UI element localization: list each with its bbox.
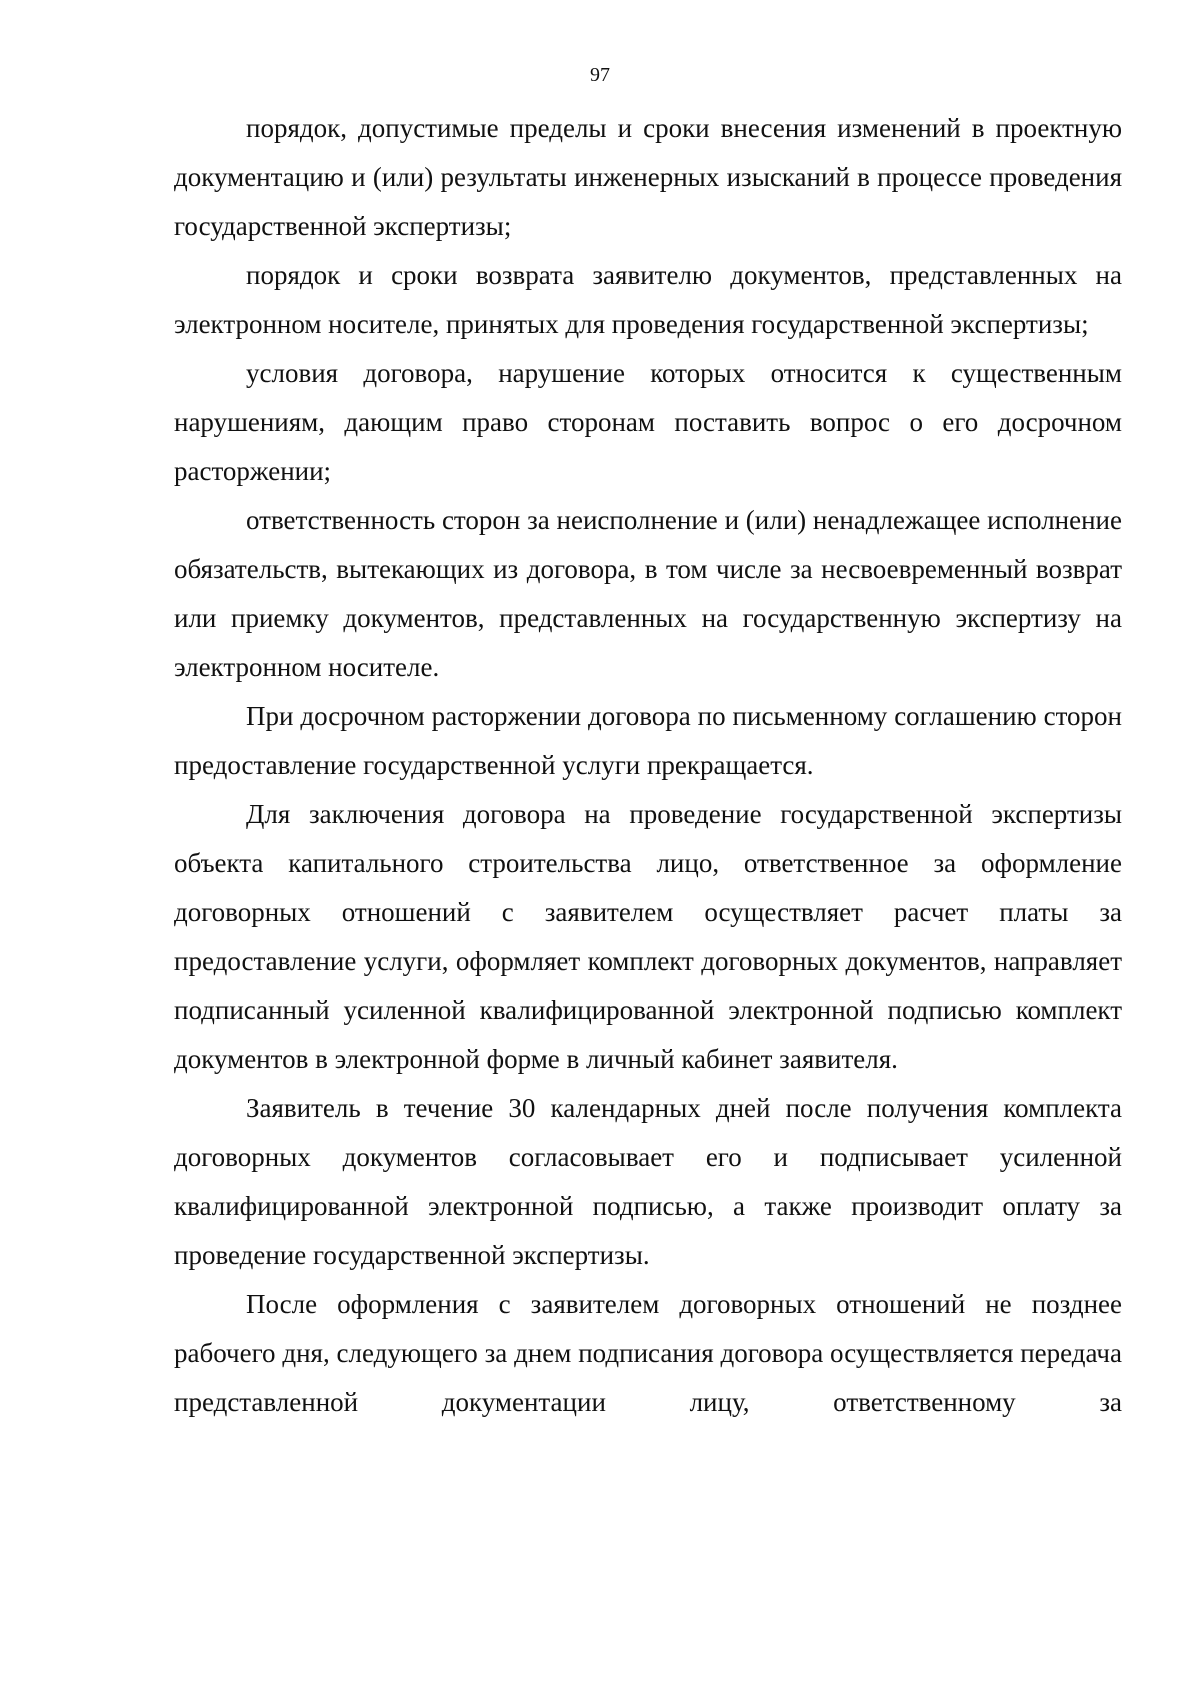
paragraph-document-return: порядок и сроки возврата заявителю документов, представленных на электронном носителе, принятых для проведения государственной экспертизы; [174,260,1122,339]
paragraph-contract-conclusion: Для заключения договора на проведение государственной экспертизы объекта капитального строительства лицо, ответственное за оформление договорных отношений с заявителем осуществляет расчет платы за предоставление услуги, оформляет комплект договорных документов, направляет подписанный усиленной квалифицированной электронной подписью комплект документов в электронной форме в личный кабинет заявителя. [174,799,1122,1074]
page-number: 97 [590,64,610,86]
document-body [174,104,1122,1427]
paragraph-documentation-transfer: После оформления с заявителем договорных отношений не позднее рабочего дня, следующего за днем подписания договора осуществляется передача представленной документации лицу, ответственному за [174,1289,1122,1417]
paragraph-contract-conditions: условия договора, нарушение которых относится к существенным нарушениям, дающим право сторонам поставить вопрос о его досрочном расторжении; [174,358,1122,486]
paragraph-liability: ответственность сторон за неисполнение и (или) ненадлежащее исполнение обязательств, вытекающих из договора, в том числе за несвоевременный возврат или приемку документов, представленных на государственную экспертизу на электронном носителе. [174,505,1122,682]
paragraph-early-termination: При досрочном расторжении договора по письменному соглашению сторон предоставление государственной услуги прекращается. [174,701,1122,780]
paragraph-change-procedure: порядок, допустимые пределы и сроки внесения изменений в проектную документацию и (или) результаты инженерных изысканий в процессе проведения государственной экспертизы; [174,113,1122,241]
paragraph-applicant-approval: Заявитель в течение 30 календарных дней после получения комплекта договорных документов согласовывает его и подписывает усиленной квалифицированной электронной подписью, а также производит оплату за проведение государственной экспертизы. [174,1093,1122,1270]
